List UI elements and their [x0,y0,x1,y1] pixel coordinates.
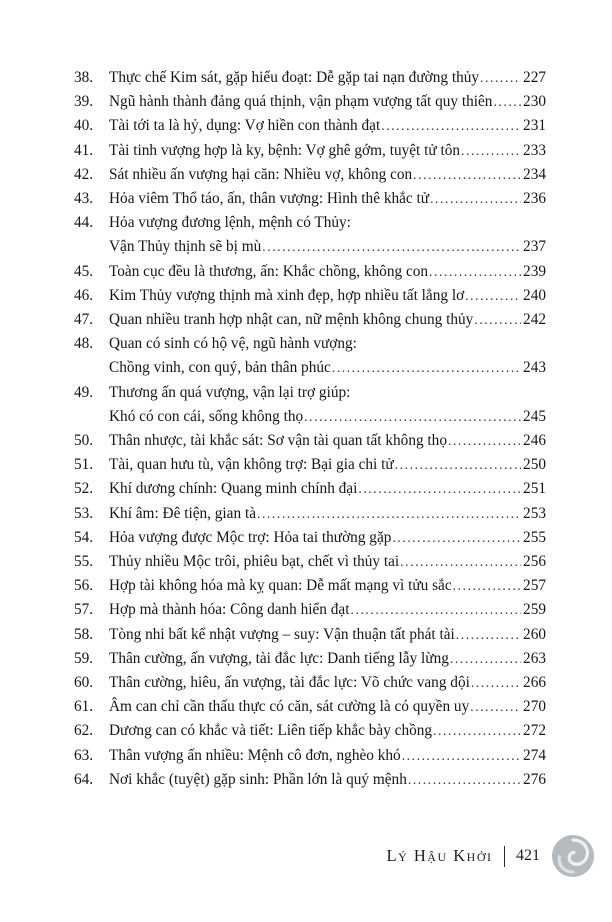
toc-entry-line [74,187,546,211]
toc-entry-line [74,429,546,453]
toc-entry-number: 46. [74,286,94,304]
toc-entry-number: 59. [74,649,94,667]
toc-entry-title: Khó có con cái, sống không thọ [109,407,304,425]
toc-entry [74,211,546,259]
toc-page-number: 227 [523,69,546,86]
toc-dotted-leader [461,139,521,163]
toc-entry-line [74,114,546,138]
toc-entry-number: 55. [74,553,94,571]
toc-entry [74,163,546,187]
toc-entry-number: 54. [74,528,94,546]
toc-page-number: 270 [523,698,546,716]
toc-entry-line-continuation [74,356,546,380]
toc-entry-title: Quan có sinh có hộ vệ, ngũ hành vượng: [109,335,357,353]
toc-entry [74,671,546,695]
toc-entry-line-continuation [74,405,546,429]
toc-dotted-leader [433,719,521,743]
toc-entry-line [74,477,546,501]
toc-dotted-leader [392,526,521,550]
toc-entry-number: 45. [74,262,94,280]
toc-entry-number: 50. [74,432,94,450]
toc-entry [74,381,546,429]
toc-dotted-leader [474,308,521,332]
toc-entry-line [74,332,546,356]
toc-entry-number: 51. [74,456,94,474]
toc-entry-number: 56. [74,577,94,595]
toc-page-number: 256 [523,553,546,571]
toc-dotted-leader [257,502,521,526]
toc-entry-title: Tài tới ta là hỷ, dụng: Vợ hiền con thành đạt [109,117,381,135]
toc-entry-number: 38. [74,69,94,86]
decorative-swirl-icon [551,833,595,879]
toc-page-number: 234 [523,165,546,183]
toc-entry-title: Tài, quan hưu tù, vận không trợ: Bại gia chi tử [109,456,394,474]
toc-entry-title: Chồng vinh, con quý, bản thân phúc [109,359,331,377]
toc-page-number: 274 [523,746,546,764]
toc-entry [74,526,546,550]
page-footer [387,843,541,869]
toc-entry [74,308,546,332]
toc-dotted-leader [332,356,521,380]
toc-entry-title: Nơi khắc (tuyệt) gặp sinh: Phần lớn là quý mệnh [109,770,407,788]
toc-page-number: 272 [523,722,546,740]
toc-entry-number: 60. [74,674,94,692]
toc-page-number: 236 [523,190,546,208]
toc-entry-line [74,598,546,622]
toc-entry-title: Khí dương chính: Quang minh chính đại [109,480,358,498]
toc-entry-title: Hỏa viêm Thổ táo, ấn, thân vượng: Hình thê khắc tử [109,190,430,208]
toc-entry [74,453,546,477]
toc-entry-number: 58. [74,625,94,643]
toc-entry-number: 41. [74,141,94,159]
toc-entry-title: Hỏa vượng đương lệnh, mệnh có Thủy: [109,214,351,232]
toc-entry [74,284,546,308]
toc-page-number: 260 [523,625,546,643]
toc-entry-line [74,550,546,574]
toc-page-number: 263 [523,649,546,667]
toc-entry-line [74,502,546,526]
toc-entry-line [74,719,546,743]
toc-entry-number: 48. [74,335,94,353]
toc-page-number: 245 [523,407,546,425]
toc-page-number: 237 [523,238,546,256]
toc-entry [74,719,546,743]
toc-entry-title: Hỏa vượng được Mộc trợ: Hỏa tai thường gặp [109,528,392,546]
toc-dotted-leader [448,429,521,453]
toc-entry-line [74,139,546,163]
toc-dotted-leader [350,598,521,622]
toc-entry-title: Thân vượng ấn nhiều: Mệnh cô đơn, nghèo khó [109,746,401,764]
toc-page-number: 276 [523,770,546,788]
toc-dotted-leader [358,477,521,501]
toc-dotted-leader [453,574,521,598]
toc-entry-title: Thân nhược, tài khắc sát: Sơ vận tài quan tất không thọ [109,432,447,450]
toc-entry-line-continuation [74,235,546,259]
toc-entry-number: 53. [74,504,94,522]
toc-page-number: 230 [523,93,546,111]
toc-entry-line [74,671,546,695]
toc-page-number: 259 [523,601,546,619]
toc-entry [74,114,546,138]
toc-entry-line [74,381,546,405]
toc-dotted-leader [400,550,521,574]
toc-entry [74,574,546,598]
toc-entry-line [74,647,546,671]
toc-entry-number: 40. [74,117,94,135]
toc-entry [74,90,546,114]
toc-entry [74,695,546,719]
toc-page-number: 257 [523,577,546,595]
toc-page-number: 242 [523,311,546,329]
toc-entry-title: Thủy nhiều Mộc trôi, phiêu bạt, chết vì thủy tai [109,553,400,571]
toc-page-number: 251 [523,480,546,498]
toc-dotted-leader [493,90,521,114]
footer-book-title: Lý Hậu Khởi [386,846,493,865]
toc-entry-line [74,526,546,550]
toc-entry-title: Ngũ hành thành đảng quá thịnh, vận phạm vượng tất quy thiên [109,93,493,111]
toc-entry-line [74,574,546,598]
toc-dotted-leader [402,744,521,768]
toc-entry [74,647,546,671]
toc-entry-title: Hợp tài không hóa mà kỵ quan: Dễ mất mạng vì tửu sắc [109,577,452,595]
toc-entry-line [74,623,546,647]
toc-page-number: 246 [523,432,546,450]
toc-dotted-leader [470,695,521,719]
toc-entry [74,66,546,90]
toc-entry-number: 62. [74,722,94,740]
toc-dotted-leader [456,623,521,647]
toc-list [74,66,546,792]
toc-entry-line [74,453,546,477]
toc-dotted-leader [304,405,521,429]
toc-entry-title: Khí âm: Đê tiện, gian tà [109,504,256,522]
toc-page-number: 255 [523,528,546,546]
toc-entry-title: Tài tinh vượng hợp là ky, bệnh: Vợ ghê gớm, tuyệt tử tôn [109,141,461,159]
toc-entry-number: 43. [74,190,94,208]
toc-entry [74,598,546,622]
toc-dotted-leader [408,768,521,792]
toc-entry [74,332,546,380]
toc-entry-title: Hợp mà thành hóa: Công danh hiển đạt [109,601,350,619]
toc-entry [74,623,546,647]
toc-page-number: 266 [523,674,546,692]
toc-entry-number: 44. [74,214,94,232]
toc-dotted-leader [480,66,521,90]
toc-dotted-leader [465,284,521,308]
toc-entry-line [74,744,546,768]
toc-entry-line [74,260,546,284]
toc-entry-number: 63. [74,746,94,764]
toc-dotted-leader [413,163,521,187]
toc-entry-title: Thân cường, hiêu, ấn vượng, tài đắc lực: Võ chức vang dội [109,674,470,692]
toc-entry [74,187,546,211]
toc-entry-number: 49. [74,383,94,401]
toc-entry-number: 57. [74,601,94,619]
toc-entry-line [74,66,546,90]
toc-entry-number: 64. [74,770,94,788]
toc-entry-title: Quan nhiều tranh hợp nhật can, nữ mệnh không chung thủy [109,311,474,329]
toc-entry-line [74,768,546,792]
toc-entry-number: 52. [74,480,94,498]
toc-entry [74,139,546,163]
toc-entry-title: Tòng nhi bất kể nhật vượng – suy: Vận thuận tất phát tài [109,625,455,643]
toc-entry [74,768,546,792]
toc-page-number: 243 [523,359,546,377]
toc-entry-line [74,163,546,187]
toc-entry-line [74,695,546,719]
toc-entry-title: Kim Thủy vượng thịnh mà xinh đẹp, hợp nhiều tất lẳng lơ [109,286,465,304]
toc-page-number: 253 [523,504,546,522]
toc-page-number: 250 [523,456,546,474]
toc-page-number: 240 [523,286,546,304]
toc-entry-title: Sát nhiều ấn vượng hại căn: Nhiều vợ, không con [109,165,413,183]
toc-entry-number: 42. [74,165,94,183]
toc-entry [74,260,546,284]
toc-page-number: 239 [523,262,546,280]
toc-entry-number: 47. [74,311,94,329]
footer-divider [504,846,506,867]
toc-entry-line [74,211,546,235]
toc-page-number: 231 [523,117,546,135]
toc-dotted-leader [450,647,521,671]
toc-entry-number: 39. [74,93,94,111]
footer-page-number: 421 [516,847,540,864]
toc-entry [74,429,546,453]
toc-dotted-leader [430,187,521,211]
toc-dotted-leader [395,453,521,477]
toc-entry-line [74,90,546,114]
toc-dotted-leader [381,114,521,138]
toc-entry-title: Dương can có khắc và tiết: Liên tiếp khắc bày chồng [109,722,433,740]
toc-entry-title: Thực chế Kim sát, gặp hiểu đoạt: Dễ gặp tai nạn đường thủy [109,69,480,86]
toc-entry-title: Thân cường, ấn vượng, tài đắc lực: Danh tiếng lẫy lừng [109,649,449,667]
toc-entry-number: 61. [74,698,94,716]
toc-entry-title: Toàn cục đều là thương, ấn: Khắc chồng, không con [109,262,429,280]
toc-entry-title: Vận Thủy thịnh sẽ bị mù [109,238,262,256]
toc-dotted-leader [429,260,521,284]
toc-entry [74,477,546,501]
toc-entry [74,502,546,526]
toc-entry [74,744,546,768]
toc-entry-line [74,284,546,308]
toc-entry [74,550,546,574]
toc-entry-title: Âm can chỉ cần thấu thực có căn, sát cường là có quyền uy [109,698,470,716]
toc-dotted-leader [262,235,521,259]
toc-dotted-leader [471,671,521,695]
toc-entry-title: Thương ấn quá vượng, vận lại trợ giúp: [109,383,351,401]
toc-page-number: 233 [523,141,546,159]
toc-entry-line [74,308,546,332]
